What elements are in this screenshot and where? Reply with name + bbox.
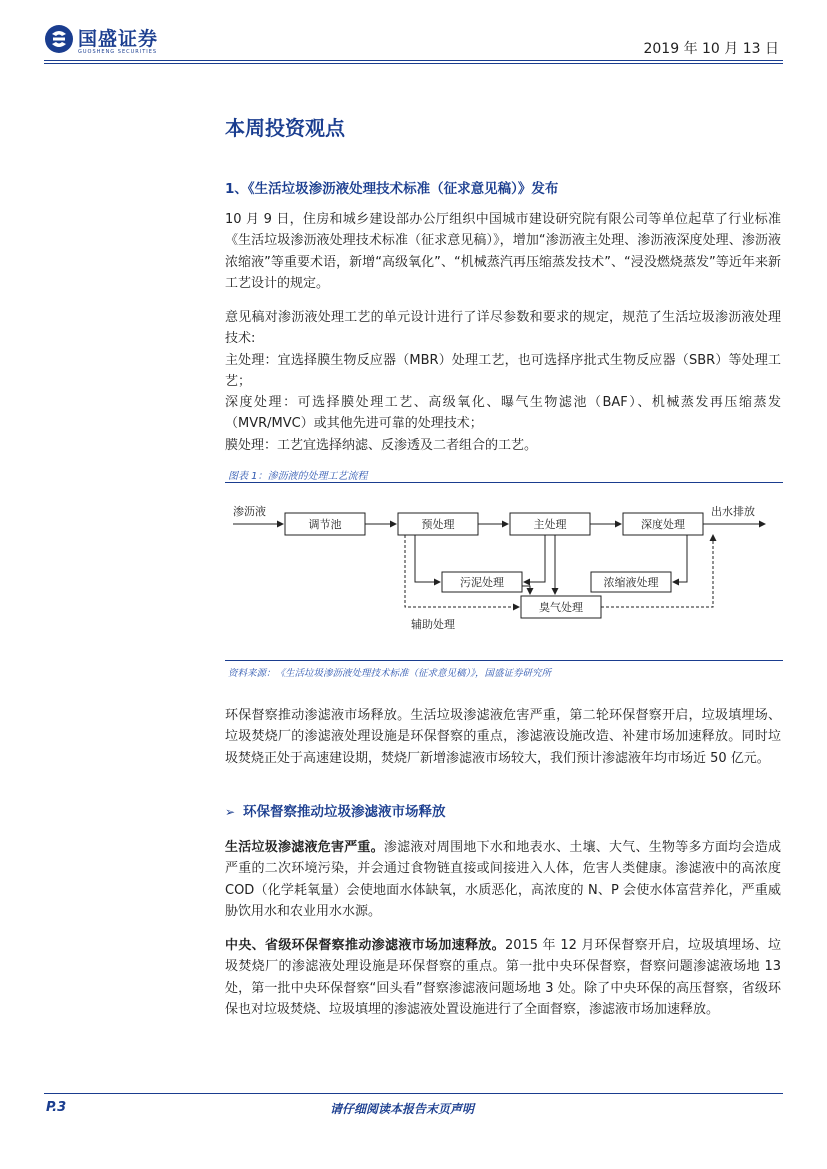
node-sludge: 污泥处理 (460, 576, 504, 589)
logo-text: 国盛证券 (78, 28, 159, 50)
section-title: 本周投资观点 (225, 116, 345, 140)
paragraph-harm (225, 837, 781, 922)
paragraph-intro: 10 月 9 日，住房和城乡建设部办公厅组织中国城市建设研究院有限公司等单位起草了行业标准《生活垃圾渗沥液处理技术标准（征求意见稿）》，增加“渗沥液主处理、渗沥液深度处理、渗沥液浓缩液”等重要术语，新增“高级氧化”、“机械蒸汽再压缩蒸发技术”、“浸没燃烧蒸发”等近年来新工艺设计的规定。 (225, 212, 781, 291)
node-odor: 臭气处理 (539, 601, 583, 614)
paragraph-standard-details (225, 307, 781, 456)
company-logo (44, 22, 174, 62)
logo-mark-icon (44, 24, 74, 54)
subsection-title: 1、《生活垃圾渗沥液处理技术标准（征求意见稿）》发布 (225, 181, 559, 197)
paragraph-inspection (225, 935, 781, 1020)
figure-top-rule (225, 482, 783, 483)
page-number: P.3 (46, 1100, 67, 1115)
node-pre: 预处理 (421, 518, 455, 531)
inspection-lead: 中央、省级环保督察推动渗滤液市场加速释放。 (225, 938, 505, 953)
node-aux: 辅助处理 (411, 618, 455, 631)
main-treatment-line: 主处理：宜选择膜生物反应器（MBR）处理工艺，也可选择序批式生物反应器（SBR）等处理工艺； (225, 352, 781, 389)
logo-subtext: GUOSHENG SECURITIES (78, 49, 158, 55)
node-tank: 调节池 (308, 518, 342, 531)
report-date: 2019 年 10 月 13 日 (643, 41, 779, 57)
process-flow-diagram (225, 490, 782, 640)
paragraph-market: 环保督察推动渗滤液市场释放。生活垃圾渗滤液危害严重，第二轮环保督察开启，垃圾填埋场、垃圾焚烧厂的渗滤液处理设施是环保督察的重点，渗滤液设施改造、补建市场加速释放。同时垃圾焚烧正处于高速建设期，焚烧厂新增渗滤液市场较大，我们预计渗滤液年均市场近 50 亿元。 (225, 708, 781, 766)
bullet-heading-text: 环保督察推动垃圾渗滤液市场释放 (243, 804, 446, 820)
figure-bottom-rule (225, 660, 783, 661)
harm-lead: 生活垃圾渗滤液危害严重。 (225, 840, 384, 855)
figure-source: 资料来源：《生活垃圾渗沥液处理技术标准（征求意见稿）》，国盛证券研究所 (228, 668, 552, 679)
node-conc: 浓缩液处理 (603, 576, 659, 589)
harm-body: 渗滤液对周围地下水和地表水、土壤、大气、生物等多方面均会造成严重的二次环境污染，并会通过食物链直接或间接进入人体，危害人类健康。渗滤液中的高浓度 COD（化学耗氧量）会使地面水体缺氧，水质恶化，高浓度的 N、P 会使水体富营养化，严重威胁饮用水和农业用水水源。 (225, 840, 781, 919)
standard-summary-line: 意见稿对渗沥液处理工艺的单元设计进行了详尽参数和要求的规定，规范了生活垃圾渗沥液处理技术: (225, 310, 781, 347)
header-divider (44, 60, 783, 61)
deep-treatment-line: 深度处理：可选择膜处理工艺、高级氧化、曝气生物滤池（BAF）、机械蒸发再压缩蒸发（MVR/MVC）或其他先进可靠的处理技术； (225, 395, 781, 432)
figure-caption: 图表 1：渗沥液的处理工艺流程 (228, 471, 368, 482)
inspection-body: 2015 年 12 月环保督察开启，垃圾填埋场、垃圾焚烧厂的渗滤液处理设施是环保督察的重点。第一批中央环保督察，督察问题渗滤液场地 13 处，第一批中央环保督察“回头看”督察渗滤液问题场地 3 处。除了中央环保的高压督察，省级环保也对垃圾焚烧、垃圾填埋的渗滤液处置设施进行了全面督察，渗滤液市场加速释放。 (225, 938, 781, 1017)
footer-divider (44, 1093, 783, 1094)
bullet-arrow-icon: ➢ (225, 805, 236, 819)
header-divider-thin (44, 63, 783, 64)
node-output: 出水排放 (711, 505, 755, 518)
node-input: 渗沥液 (233, 505, 266, 518)
node-deep: 深度处理 (641, 518, 685, 531)
node-main: 主处理 (533, 518, 567, 531)
footer-disclaimer: 请仔细阅读本报告末页声明 (330, 1102, 475, 1116)
bullet-heading (225, 800, 446, 820)
membrane-treatment-line: 膜处理：工艺宜选择纳滤、反渗透及二者组合的工艺。 (225, 437, 538, 453)
